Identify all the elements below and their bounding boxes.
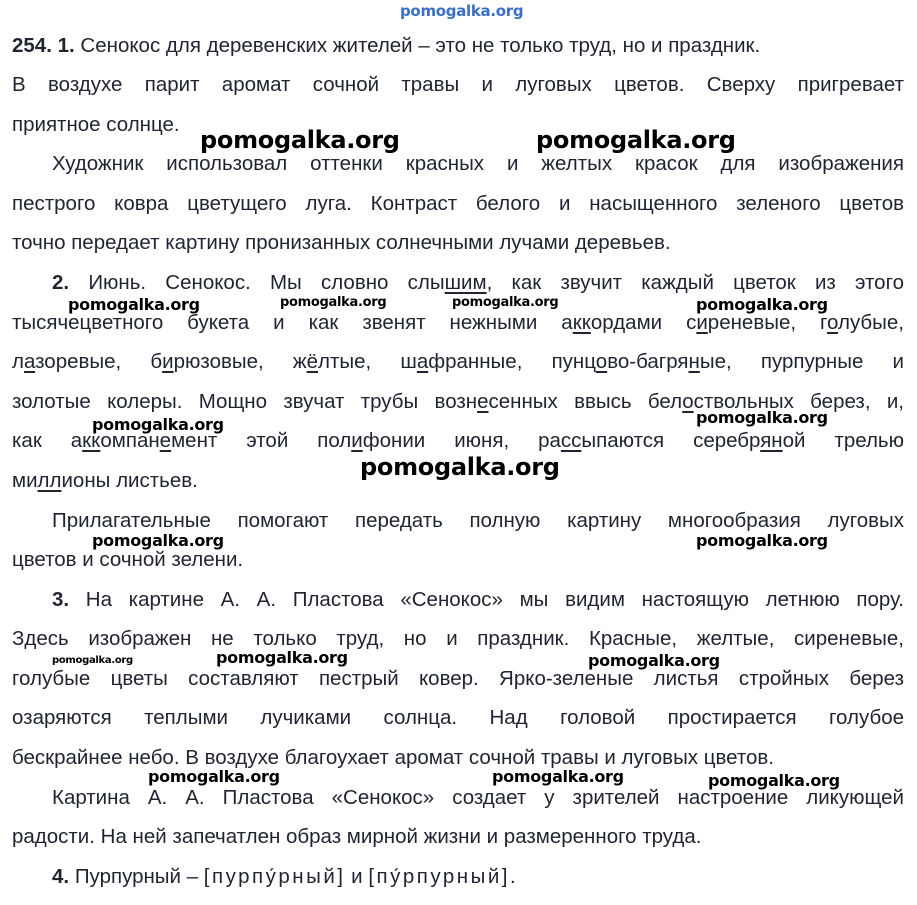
p1-text-1: Сенокос для деревенских жителей – это не только труд, но и праздник. (80, 34, 761, 57)
underlined-letters: шим (444, 271, 487, 294)
p3-text: ствольных берез, и, (693, 390, 904, 413)
p1-line-2: В воздухе парит аромат сочной травы и луговых цветов. Сверху пригревает (12, 73, 904, 96)
p3-line-6 (12, 469, 198, 493)
watermark: pomogalka.org (92, 415, 224, 434)
watermark: pomogalka.org (200, 126, 400, 154)
p6-line-1: Картина А. А. Пластова «Сенокос» создает у зрителей настроение ликующей (52, 786, 904, 809)
watermark: pomogalka.org (280, 295, 387, 310)
p3-text: лтые, ш (318, 350, 417, 373)
underlined-letters: лл (37, 469, 62, 492)
watermark: pomogalka.org (452, 295, 559, 310)
watermark: pomogalka.org (360, 453, 560, 481)
p3-line-2 (12, 311, 904, 335)
watermark: pomogalka.org (696, 295, 828, 314)
task-number-1: 1. (57, 34, 75, 57)
p2-line-2: пестрого ковра цветущего луга. Контраст белого и насыщенного зеленого цветов (12, 192, 904, 215)
p3-text: ми (12, 469, 38, 492)
p7-text: и (351, 865, 363, 888)
watermark: pomogalka.org (708, 771, 840, 790)
watermark: pomogalka.org (92, 531, 224, 550)
watermark: pomogalka.org (68, 295, 200, 314)
exercise-number: 254. (12, 34, 52, 57)
p3-text: , как звучит каждый цветок из этого (486, 271, 905, 294)
p4-line-2: цветов и сочной зелени. (12, 548, 244, 571)
underlined-letters: и (696, 311, 708, 334)
underlined-letters: сс (560, 429, 582, 452)
watermark: pomogalka.org (492, 767, 624, 786)
watermark: pomogalka.org (536, 126, 736, 154)
p3-text: тысячецветного букета и как звенят нежными а (12, 311, 573, 334)
underlined-letters: кк (572, 311, 591, 334)
p3-text: ыпаются серебр (581, 429, 761, 452)
p3-text: ой трелью (782, 429, 904, 452)
transcription-1: [пурпу́рный] (203, 865, 346, 888)
watermark: pomogalka.org (696, 531, 828, 550)
p3-text: зоревые, б (35, 350, 163, 373)
p3-text: ые, пурпурные и (699, 350, 904, 373)
underlined-letters: н (688, 350, 700, 373)
underlined-letters: и (162, 350, 174, 373)
task-number-3: 3. (52, 588, 70, 611)
p3-line-1 (52, 271, 904, 295)
p3-text: фонии июня, ра (362, 429, 561, 452)
p3-text: ордами с (590, 311, 697, 334)
underlined-letters: о (682, 390, 694, 413)
underlined-letters: е (159, 429, 172, 452)
header-watermark: pomogalka.org (400, 2, 524, 20)
underlined-letters: о (595, 350, 608, 373)
underlined-letters: а (23, 350, 36, 373)
p7-text: Пурпурный – (74, 865, 199, 888)
underlined-letters: о (827, 311, 838, 334)
underlined-letters: е (477, 390, 489, 413)
p3-text: реневые, г (707, 311, 828, 334)
p1-line-3: приятное солнце. (12, 113, 180, 136)
watermark: pomogalka.org (148, 767, 280, 786)
watermark: pomogalka.org (696, 408, 828, 427)
task-number-2: 2. (52, 271, 70, 294)
p3-text: рюзовые, ж (173, 350, 307, 373)
p6-line-2: радости. На ней запечатлен образ мирной жизни и размеренного труда. (12, 825, 702, 848)
p2-line-3: точно передает картину пронизанных солнечными лучами деревьев. (12, 231, 671, 254)
p3-text: омпан (100, 429, 160, 452)
underlined-letters: а (416, 350, 429, 373)
underlined-letters: ян (760, 429, 783, 452)
watermark: pomogalka.org (52, 655, 133, 666)
p7-line-1 (52, 865, 518, 889)
p5-text: На картине А. А. Пластова «Сенокос» мы видим настоящую летнюю пору. (85, 588, 904, 611)
p3-text: сенных ввысь бел (488, 390, 683, 413)
p2-line-1: Художник использовал оттенки красных и желтых красок для изображения (52, 152, 904, 175)
watermark: pomogalka.org (216, 648, 348, 667)
underlined-letters: кк (82, 429, 101, 452)
p3-text: лубые, (837, 311, 904, 334)
p3-line-3 (12, 350, 904, 374)
p3-text: ионы листьев. (61, 469, 198, 492)
transcription-2: [пу́рпурный]. (368, 865, 519, 888)
p3-text: франные, пунц (428, 350, 596, 373)
p3-text: как а (12, 429, 83, 452)
p3-text: Июнь. Сенокос. Мы словно слы (88, 271, 445, 294)
p5-line-1 (52, 588, 904, 612)
underlined-letters: и (351, 429, 363, 452)
p4-line-1: Прилагательные помогают передать полную картину многообразия луговых (52, 509, 904, 532)
p5-line-2: Здесь изображен не только труд, но и праздник. Красные, желтые, сиреневые, (12, 627, 904, 650)
p3-text: мент этой пол (171, 429, 352, 452)
p3-text: во-багря (607, 350, 689, 373)
p5-line-4: озаряются теплыми лучиками солнца. Над головой простирается голубое (12, 706, 904, 729)
p1-line-1 (12, 34, 760, 58)
p3-text: л (12, 350, 24, 373)
underlined-letters: ё (306, 350, 319, 373)
watermark: pomogalka.org (588, 651, 720, 670)
p5-line-3: голубые цветы составляют пестрый ковер. Ярко-зеленые листья стройных берез (12, 667, 904, 690)
p5-line-5: бескрайнее небо. В воздухе благоухает аромат сочной травы и луговых цветов. (12, 746, 775, 769)
p3-text: золотые колеры. Мощно звучат трубы возн (12, 390, 478, 413)
task-number-4: 4. (52, 865, 70, 888)
